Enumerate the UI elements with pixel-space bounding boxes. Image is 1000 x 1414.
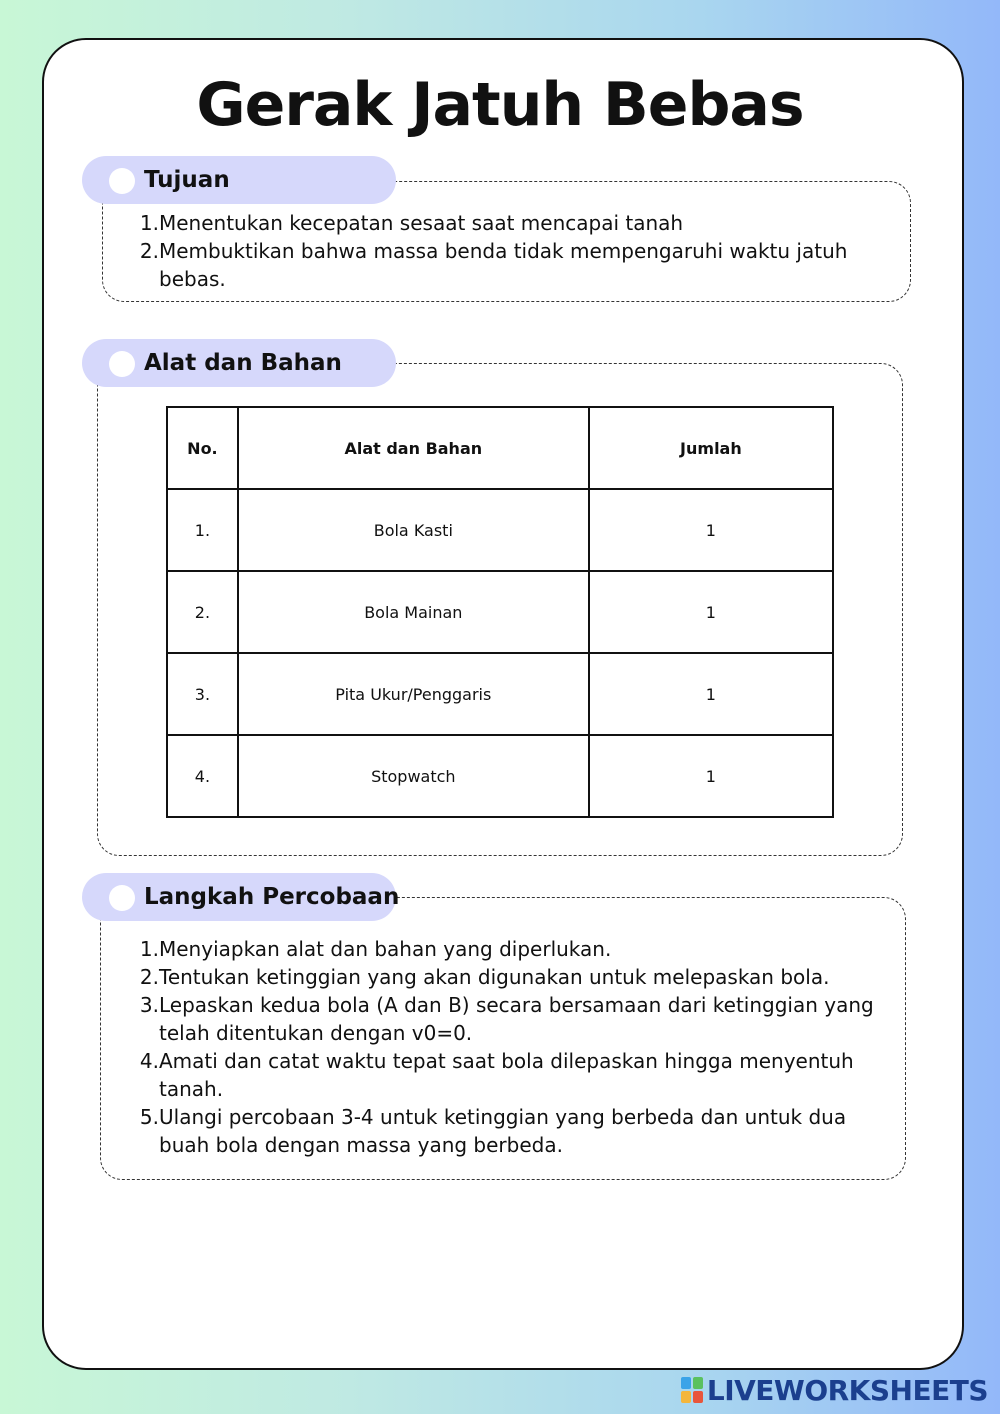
section-label: Langkah Percobaan <box>144 884 400 910</box>
cell-no: 3. <box>167 653 238 735</box>
list-item <box>139 935 884 963</box>
cell-no: 4. <box>167 735 238 817</box>
list-item <box>139 1103 884 1159</box>
list-text: Lepaskan kedua bola (A dan B) secara bersamaan dari ketinggian yang telah ditentukan dengan v0=0. <box>159 993 874 1045</box>
materials-table <box>166 406 834 818</box>
cell-qty: 1 <box>589 571 833 653</box>
table-row <box>167 735 833 817</box>
cell-no: 2. <box>167 571 238 653</box>
section-label: Tujuan <box>144 167 230 193</box>
list-number: 1. <box>139 937 159 961</box>
logo-tile <box>681 1377 691 1389</box>
list-text: Ulangi percobaan 3-4 untuk ketinggian yang berbeda dan untuk dua buah bola dengan massa yang berbeda. <box>159 1105 847 1157</box>
cell-qty: 1 <box>589 489 833 571</box>
liveworksheets-logo-link[interactable] <box>681 1372 988 1408</box>
liveworksheets-logo-icon <box>681 1377 703 1403</box>
list-text: Menentukan kecepatan sesaat saat mencapai tanah <box>159 211 684 235</box>
brand-name: LIVEWORKSHEETS <box>706 1373 988 1407</box>
col-header-qty: Jumlah <box>589 407 833 489</box>
list-text: Menyiapkan alat dan bahan yang diperlukan. <box>159 937 612 961</box>
list-text: Tentukan ketinggian yang akan digunakan untuk melepaskan bola. <box>159 965 830 989</box>
cell-item: Stopwatch <box>238 735 589 817</box>
list-number: 5. <box>139 1105 159 1129</box>
section-label: Alat dan Bahan <box>144 350 342 376</box>
list-number: 1. <box>139 211 159 235</box>
list-number: 2. <box>139 239 159 263</box>
list-text: Amati dan catat waktu tepat saat bola dilepaskan hingga menyentuh tanah. <box>159 1049 854 1101</box>
cell-qty: 1 <box>589 735 833 817</box>
list-item <box>139 991 884 1047</box>
table-row <box>167 489 833 571</box>
langkah-list <box>139 935 884 1159</box>
table-row <box>167 653 833 735</box>
cell-item: Bola Kasti <box>238 489 589 571</box>
list-number: 4. <box>139 1049 159 1073</box>
table-header-row <box>167 407 833 489</box>
list-item <box>139 209 879 237</box>
page-title: Gerak Jatuh Bebas <box>196 70 804 140</box>
list-text: Membuktikan bahwa massa benda tidak mempengaruhi waktu jatuh bebas. <box>159 239 848 291</box>
tujuan-header <box>82 156 396 204</box>
bullet-circle-icon <box>109 351 135 377</box>
langkah-header <box>82 873 400 921</box>
logo-tile <box>693 1377 703 1389</box>
bullet-circle-icon <box>109 168 135 194</box>
list-number: 3. <box>139 993 159 1017</box>
list-item <box>139 963 884 991</box>
logo-tile <box>681 1391 691 1403</box>
list-item <box>139 237 879 293</box>
alat-header <box>82 339 396 387</box>
tujuan-list <box>139 209 879 293</box>
table-row <box>167 571 833 653</box>
col-header-no: No. <box>167 407 238 489</box>
cell-qty: 1 <box>589 653 833 735</box>
cell-item: Pita Ukur/Penggaris <box>238 653 589 735</box>
bullet-circle-icon <box>109 885 135 911</box>
cell-item: Bola Mainan <box>238 571 589 653</box>
cell-no: 1. <box>167 489 238 571</box>
logo-tile <box>693 1391 703 1403</box>
col-header-item: Alat dan Bahan <box>238 407 589 489</box>
list-item <box>139 1047 884 1103</box>
list-number: 2. <box>139 965 159 989</box>
